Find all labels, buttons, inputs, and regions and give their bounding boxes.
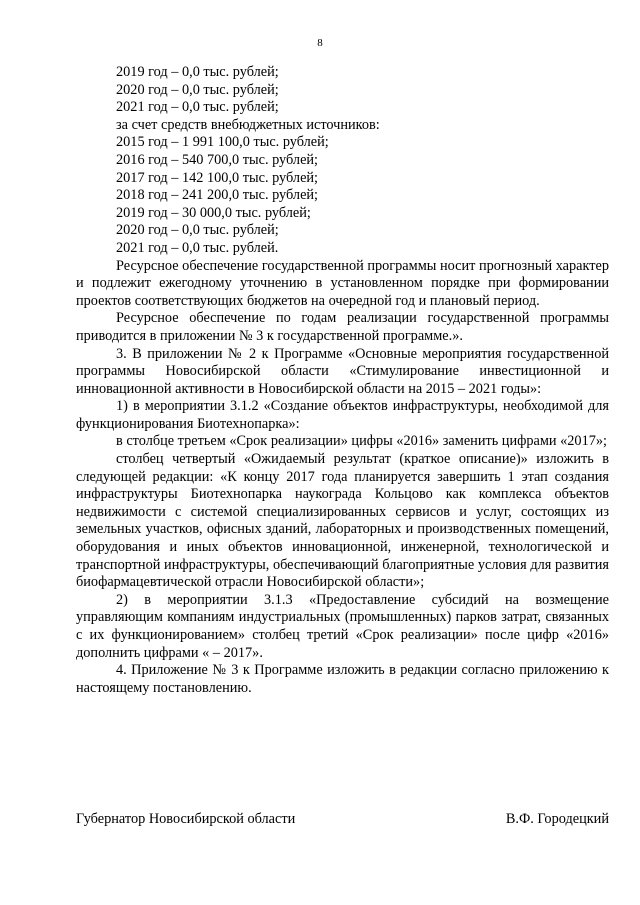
- funding-line: 2020 год – 0,0 тыс. рублей;: [116, 222, 279, 239]
- funding-line: 2017 год – 142 100,0 тыс. рублей;: [116, 169, 319, 186]
- funding-line: 2015 год – 1 991 100,0 тыс. рублей;: [116, 134, 329, 151]
- page-number: 8: [317, 37, 323, 49]
- funding-line: 2019 год – 0,0 тыс. рублей;: [116, 64, 279, 80]
- paragraph: в столбце третьем «Срок реализации» цифры «2016» заменить цифрами «2017»;: [116, 433, 608, 450]
- funding-line: 2016 год – 540 700,0 тыс. рублей;: [116, 151, 319, 168]
- funding-line: 2020 год – 0,0 тыс. рублей;: [116, 81, 279, 98]
- document-body: [76, 64, 609, 697]
- funding-line: 2019 год – 30 000,0 тыс. рублей;: [116, 204, 311, 221]
- paragraph: Ресурсное обеспечение по годам реализации государственной программы приводится в приложении № 3 к государственной программе.».: [76, 310, 609, 344]
- signatory-name: В.Ф. Городецкий: [505, 811, 609, 827]
- funding-line: 2021 год – 0,0 тыс. рублей.: [116, 239, 279, 256]
- paragraph: 3. В приложении № 2 к Программе «Основные мероприятия государственной программы Новосибирской области «Стимулирование инвестиционной и инновационной активности в Новосибирской области на 2015 – 2021 годы»:: [76, 345, 609, 397]
- signature-block: [76, 810, 609, 828]
- paragraph: столбец четвертый «Ожидаемый результат (краткое описание)» изложить в следующей редакции: «К концу 2017 года планируется завершить 1 этап создания инфраструктуры Биотехнопарка наукограда Кольцово как комплекса объектов недвижимости с системой специализированных сервисов и услуг, состоящих из земельных участков, офисных зданий, лабораторных и производственных помещений, оборудования и иных объектов инновационной, инженерной, технологической и транспортной инфраструктуры, обеспечивающий благоприятные условия для развития биофармацевтической отрасли Новосибирской области»;: [76, 451, 609, 591]
- paragraph: 1) в мероприятии 3.1.2 «Создание объектов инфраструктуры, необходимой для функционирования Биотехнопарка»:: [76, 398, 609, 432]
- funding-line: 2018 год – 241 200,0 тыс. рублей;: [116, 187, 319, 204]
- funding-line: за счет средств внебюджетных источников:: [116, 116, 380, 133]
- paragraph: 4. Приложение № 3 к Программе изложить в редакции согласно приложению к настоящему постановлению.: [76, 662, 609, 696]
- paragraph: 2) в мероприятии 3.1.3 «Предоставление субсидий на возмещение управляющим компаниям индустриальных (промышленных) парков затрат, связанных с их функционированием» столбец третий «Срок реализации» после цифр «2016» дополнить цифрами « – 2017».: [76, 591, 609, 661]
- signatory-position: Губернатор Новосибирской области: [76, 811, 296, 827]
- paragraph: Ресурсное обеспечение государственной программы носит прогнозный характер и подлежит ежегодному уточнению в установленном порядке при формировании проектов соответствующих бюджетов на очередной год и плановый период.: [76, 257, 609, 309]
- funding-line: 2021 год – 0,0 тыс. рублей;: [116, 99, 279, 116]
